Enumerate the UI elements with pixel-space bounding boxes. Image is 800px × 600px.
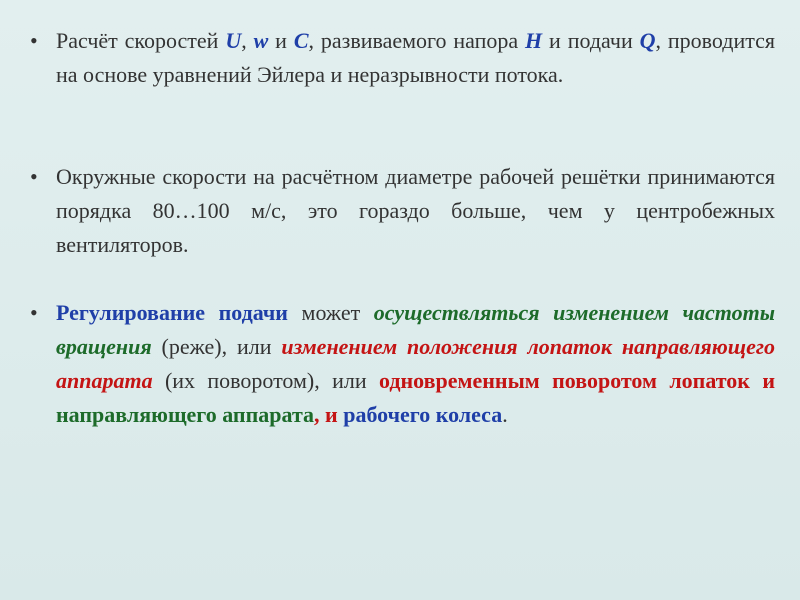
bullet-regulation-text <box>56 296 775 432</box>
bullet-euler <box>30 24 775 92</box>
simultaneous-rotation: одновременным поворотом лопаток <box>378 368 750 393</box>
bullet-marker: • <box>30 28 38 53</box>
text-segment: . <box>502 402 508 427</box>
bullet-euler-text <box>56 24 775 92</box>
text-segment: и подачи <box>542 28 640 53</box>
text-segment: , и <box>314 402 344 427</box>
bullet-speeds <box>30 160 775 262</box>
guide-vane-method: изменением положения лопаток направляющего аппарата <box>56 334 775 393</box>
bullet-speeds-text: Окружные скорости на расчётном диаметре рабочей решётки принимаются порядка 80…100 м/с, это гораздо больше, чем у центробежных вентиляторов. <box>56 164 775 257</box>
bullet-marker: • <box>30 164 38 189</box>
text-segment: и <box>268 28 294 53</box>
frequency-method: осуществляться изменением частоты вращения <box>56 300 776 359</box>
text-segment: (их поворотом), или <box>152 368 379 393</box>
symbol-c: C <box>293 28 309 53</box>
symbol-u: U <box>225 28 242 53</box>
bullet-regulation <box>30 296 775 432</box>
text-segment: Расчёт скоростей <box>56 28 226 53</box>
text-segment: (реже), или <box>151 334 282 359</box>
text-segment: , <box>241 28 254 53</box>
symbol-h: H <box>525 28 543 53</box>
regulation-term: Регулирование подачи <box>56 300 288 325</box>
bullet-marker: • <box>30 300 38 325</box>
text-segment: , проводится на основе уравнений Эйлера и неразрывности потока. <box>56 28 775 87</box>
text-segment: может <box>288 300 374 325</box>
symbol-q: Q <box>639 28 656 53</box>
impeller: рабочего колеса <box>343 402 503 427</box>
symbol-w: w <box>253 28 269 53</box>
guide-apparatus: направляющего аппарата <box>56 402 315 427</box>
text-segment: и <box>749 368 776 393</box>
text-segment: , развиваемого напора <box>308 28 526 53</box>
